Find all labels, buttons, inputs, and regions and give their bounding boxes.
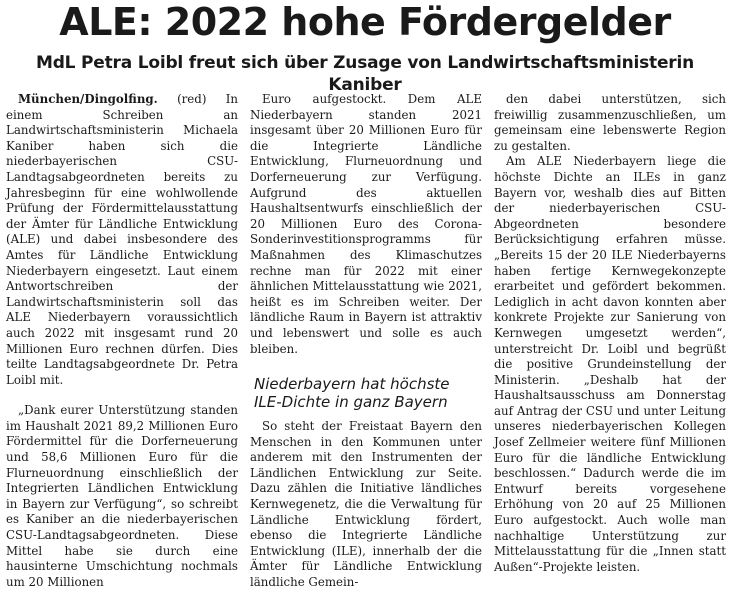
dateline: München/Dingolfing. [18, 92, 158, 106]
crosshead-line: Niederbayern hat höchste [254, 375, 450, 394]
article-column-3 [494, 92, 726, 575]
article-column-2 [250, 92, 482, 591]
paragraph: den dabei unterstützen, sich freiwillig zusammenzuschließen, um gemeinsam eine lebenswerte Region zu gestalten. [494, 92, 726, 153]
article-column-1 [6, 92, 238, 590]
paragraph: „Dank eurer Unterstützung standen im Haushalt 2021 89,2 Millionen Euro Fördermittel für die Dorferneuerung und 58,6 Millionen Euro für die Flurneuordnung einschließlich der Integrierten Ländlichen Entwicklung in Bayern zur Verfügung“, so schreibt es Kaniber an die niederbayerischen CSU-Landtagsabgeordneten. Diese Mittel habe sie durch eine hausinterne Umschichtung nochmals um 20 Millionen [6, 403, 238, 589]
paragraph: Euro aufgestockt. Dem ALE Niederbayern standen 2021 insgesamt über 20 Millionen Euro für die Integrierte Ländliche Entwicklung, Flurneuordnung und Dorferneuerung zur Verfügung. Aufgrund des aktuellen Haushaltsentwurfs einschließlich der 20 Millionen Euro des Corona-Sonderinvestitionsprogramms für Maßnahmen des Klimaschutzes rechne man für 2022 mit einer ähnlichen Mittelausstattung wie 2021, heißt es im Schreiben weiter. Der ländliche Raum in Bayern ist attraktiv und lebenswert und solle es auch bleiben. [250, 92, 482, 356]
paragraph: So steht der Freistaat Bayern den Menschen in den Kommunen unter anderem mit den Instrumenten der Ländlichen Entwicklung zur Seite. Dazu zählen die Initiative ländliches Kernwegenetz, die die Verwaltung für Ländliche Entwicklung fördert, ebenso die Integrierte Ländliche Entwicklung (ILE), innerhalb der die Ämter für Ländliche Entwicklung ländliche Gemein- [250, 419, 482, 590]
headline: ALE: 2022 hohe Fördergelder [59, 0, 671, 44]
crosshead [254, 375, 482, 411]
crosshead-line: ILE-Dichte in ganz Bayern [254, 393, 448, 412]
subheadline: MdL Petra Loibl freut sich über Zusage von Landwirtschaftsministerin Kaniber [36, 53, 694, 95]
paragraph-text: (red) In einem Schreiben an Landwirtschaftsministerin Michaela Kaniber haben sich die niederbayerischen CSU-Landtagsabgeordneten bereits zu Jahresbeginn für eine wohlwollende Prüfung der Fördermittelausstattung der Ämter für Ländliche Entwicklung (ALE) und dabei insbesondere des Amtes für Ländliche Entwicklung Niederbayern eingesetzt. Laut einem Antwortschreiben der Landwirtschaftsministerin soll das ALE Niederbayern voraussichtlich auch 2022 mit insgesamt rund 20 Millionen Euro rechnen dürfen. Dies teilte Landtagsabgeordnete Dr. Petra Loibl mit. [6, 92, 238, 387]
paragraph [6, 92, 238, 388]
paragraph: Am ALE Niederbayern liege die höchste Dichte an ILEs in ganz Bayern vor, weshalb dies auf Bitten der niederbayerischen CSU-Abgeordneten besondere Berücksichtigung erfahren müsse. „Bereits 15 der 20 ILE Niederbayerns haben fertige Kernwegekonzepte erarbeitet und gefördert bekommen. Lediglich in acht davon konnten aber konkrete Projekte zur Sanierung von Kernwegen umgesetzt werden“, unterstreicht Dr. Loibl und begrüßt die positive Grundeinstellung der Ministerin. „Deshalb hat der Haushaltsausschuss am Donnerstag auf Antrag der CSU und unter Leitung unseres niederbayerischen Kollegen Josef Zellmeier weitere fünf Millionen Euro für die ländliche Entwicklung beschlossen.“ Dadurch werde die im Entwurf bereits vorgesehene Erhöhung von 20 auf 25 Millionen Euro aufgestockt. Auch wolle man nachhaltige Unterstützung zur Mittelausstattung für die „Innen statt Außen“-Projekte leisten. [494, 154, 726, 574]
